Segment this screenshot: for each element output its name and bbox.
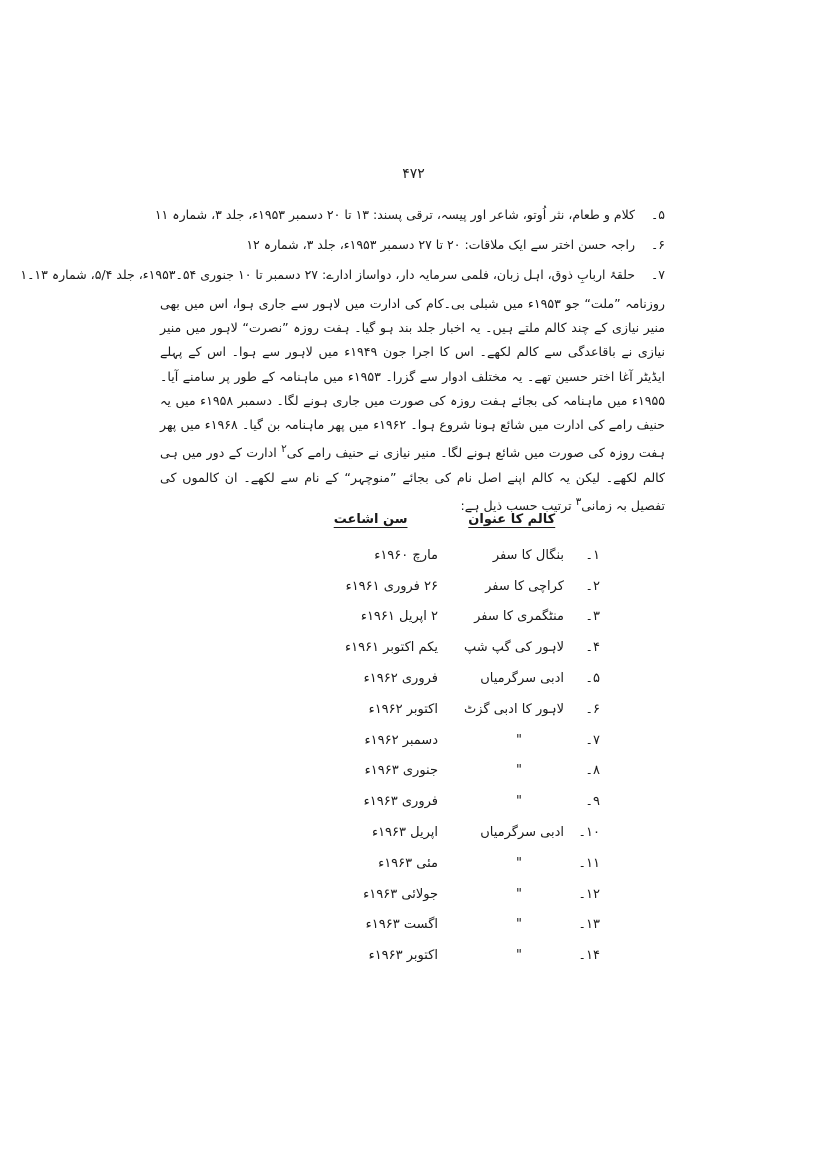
- paragraph-line: ادارت کے دور میں ہی کالم لکھے۔ لیکن یہ کالم اپنے اصل نام کی بجائے ”منوچہر“ کے نام سے لکھے۔ ان کالموں کی تفصیل بہ زمانی: [160, 445, 665, 513]
- reference-number: ۶۔: [650, 237, 665, 252]
- row-column-title: ": [516, 948, 522, 964]
- row-column-title: ": [516, 794, 522, 810]
- columns-table: [300, 504, 600, 971]
- table-body: [300, 540, 600, 971]
- row-publication-date: اپریل ۱۹۶۳ء: [371, 825, 438, 841]
- row-number: ۲۔: [585, 578, 600, 594]
- table-row: [300, 540, 600, 571]
- reference-text: کلام و طعام، نثر اُوتو، شاعر اور پیسہ، ترقی پسند: ۱۳ تا ۲۰ دسمبر ۱۹۵۳ء، جلد ۳، شمارہ ۱۱: [154, 207, 636, 222]
- table-row: [300, 879, 600, 910]
- table-row: [300, 940, 600, 971]
- reference-text: حلقۂ اربابِ ذوق، اہل زبان، فلمی سرمایہ دار، دواساز ادارے: ۲۷ دسمبر تا ۱۰ جنوری ۵۴۔۱۹۵۳ء، جلد ۵/۴، شمارہ ۱۳۔۱: [20, 267, 636, 282]
- row-number: ۶۔: [585, 701, 600, 717]
- paragraph-line: ہیں۔ یہ اخبار جلد بند ہو گیا۔ ہفت روزہ ”نصرت“ لاہور میں منیر نیازی نے باقاعدگی سے کالم لکھے۔ اس کا اجرا جون ۱۹۴۹ء میں: [160, 320, 665, 360]
- paragraph-line: ترتیب حسب ذیل ہے:: [460, 498, 572, 513]
- row-publication-date: اکتوبر ۱۹۶۳ء: [368, 948, 438, 964]
- reference-item: [154, 200, 665, 230]
- table-row: [300, 602, 600, 633]
- body-paragraph: [160, 292, 665, 518]
- reference-list: [20, 200, 665, 290]
- row-column-title: لاہور کی گپ شپ: [463, 640, 564, 656]
- reference-number: ۷۔: [650, 267, 665, 282]
- row-publication-date: جولائی ۱۹۶۳ء: [363, 886, 438, 902]
- row-number: ۷۔: [585, 732, 600, 748]
- row-publication-date: دسمبر ۱۹۶۲ء: [364, 732, 438, 748]
- row-number: ۳۔: [585, 609, 600, 625]
- paragraph-line: میں ماہنامہ کی بجائے ہفت روزہ کی صورت میں جاری ہونے لگا۔ دسمبر ۱۹۵۸ء میں یہ حنیف رامے کی ادارت میں شائع ہونا شروع: [160, 392, 665, 433]
- row-publication-date: اکتوبر ۱۹۶۲ء: [368, 701, 438, 717]
- row-column-title: ": [516, 917, 522, 933]
- row-publication-date: ۲۶ فروری ۱۹۶۱ء: [345, 578, 438, 594]
- footnote-marker: ۲: [281, 443, 287, 456]
- table-row: [300, 756, 600, 787]
- table-row: [300, 632, 600, 663]
- row-column-title: ادبی سرگرمیاں: [480, 825, 564, 841]
- row-number: ۱۲۔: [578, 886, 600, 902]
- row-column-title: منٹگمری کا سفر: [474, 609, 564, 625]
- row-column-title: ": [516, 855, 522, 871]
- row-number: ۱۳۔: [578, 917, 600, 933]
- table-row: [300, 725, 600, 756]
- table-row: [300, 848, 600, 879]
- table-row: [300, 571, 600, 602]
- reference-text: راجہ حسن اختر سے ایک ملاقات: ۲۰ تا ۲۷ دسمبر ۱۹۵۳ء، جلد ۳، شمارہ ۱۲: [246, 237, 636, 252]
- row-number: ۱۱۔: [578, 855, 600, 871]
- row-column-title: ": [516, 732, 522, 748]
- row-publication-date: ۲ اپریل ۱۹۶۱ء: [360, 609, 438, 625]
- row-number: ۱۰۔: [578, 825, 600, 841]
- paragraph-line: لاہور سے ہوا۔ اس کے پہلے ایڈیٹر آغا اختر حسین تھے۔ یہ مختلف ادوار سے گزرا۔ ۱۹۵۳ء میں ماہنامہ کے طور پر سامنے آیا۔ ۱۹۵۵ء: [160, 344, 666, 408]
- footnote-marker: ۳: [575, 495, 582, 508]
- table-row: [300, 817, 600, 848]
- table-row: [300, 910, 600, 941]
- row-column-title: لاہور کا ادبی گزٹ: [463, 701, 564, 717]
- reference-item: [20, 260, 665, 290]
- row-publication-date: جنوری ۱۹۶۳ء: [364, 763, 438, 779]
- row-number: ۱۔: [585, 547, 600, 563]
- row-publication-date: اگست ۱۹۶۳ء: [365, 917, 438, 933]
- row-column-title: بنگال کا سفر: [492, 547, 564, 563]
- row-number: ۱۴۔: [578, 948, 600, 964]
- row-number: ۴۔: [585, 640, 600, 656]
- reference-number: ۵۔: [650, 207, 665, 222]
- row-publication-date: فروری ۱۹۶۳ء: [363, 794, 438, 810]
- row-publication-date: یکم اکتوبر ۱۹۶۱ء: [344, 640, 438, 656]
- row-column-title: ادبی سرگرمیاں: [480, 671, 564, 687]
- table-row: [300, 663, 600, 694]
- header-column-title: کالم کا عنوان: [468, 511, 556, 527]
- row-column-title: کراچی کا سفر: [485, 578, 564, 594]
- page-number: ۴۷۲: [402, 166, 425, 182]
- table-header: [300, 504, 600, 534]
- paragraph-line: روزنامہ ”ملت“ جو ۱۹۵۳ء میں شبلی بی۔کام کی ادارت میں لاہور سے جاری ہوا، اس میں بھی منیر نیازی کے چند کالم ملتے: [160, 296, 665, 336]
- table-row: [300, 694, 600, 725]
- row-column-title: ": [516, 886, 522, 902]
- row-publication-date: مئی ۱۹۶۳ء: [378, 855, 438, 871]
- row-number: ۹۔: [585, 794, 600, 810]
- row-column-title: ": [516, 763, 522, 779]
- reference-item: [160, 230, 665, 260]
- row-publication-date: مارچ ۱۹۶۰ء: [374, 547, 438, 563]
- header-publication-date: سن اشاعت: [333, 511, 408, 527]
- row-publication-date: فروری ۱۹۶۲ء: [363, 671, 438, 687]
- row-number: ۵۔: [585, 671, 600, 687]
- row-number: ۸۔: [585, 763, 600, 779]
- table-row: [300, 786, 600, 817]
- paragraph-line: ہوا۔ ۱۹۶۲ء میں پھر ماہنامہ بن گیا۔ ۱۹۶۸ء میں پھر ہفت روزہ کی صورت میں شائع ہونے لگا۔ منیر نیازی نے حنیف رامے کی: [160, 417, 665, 461]
